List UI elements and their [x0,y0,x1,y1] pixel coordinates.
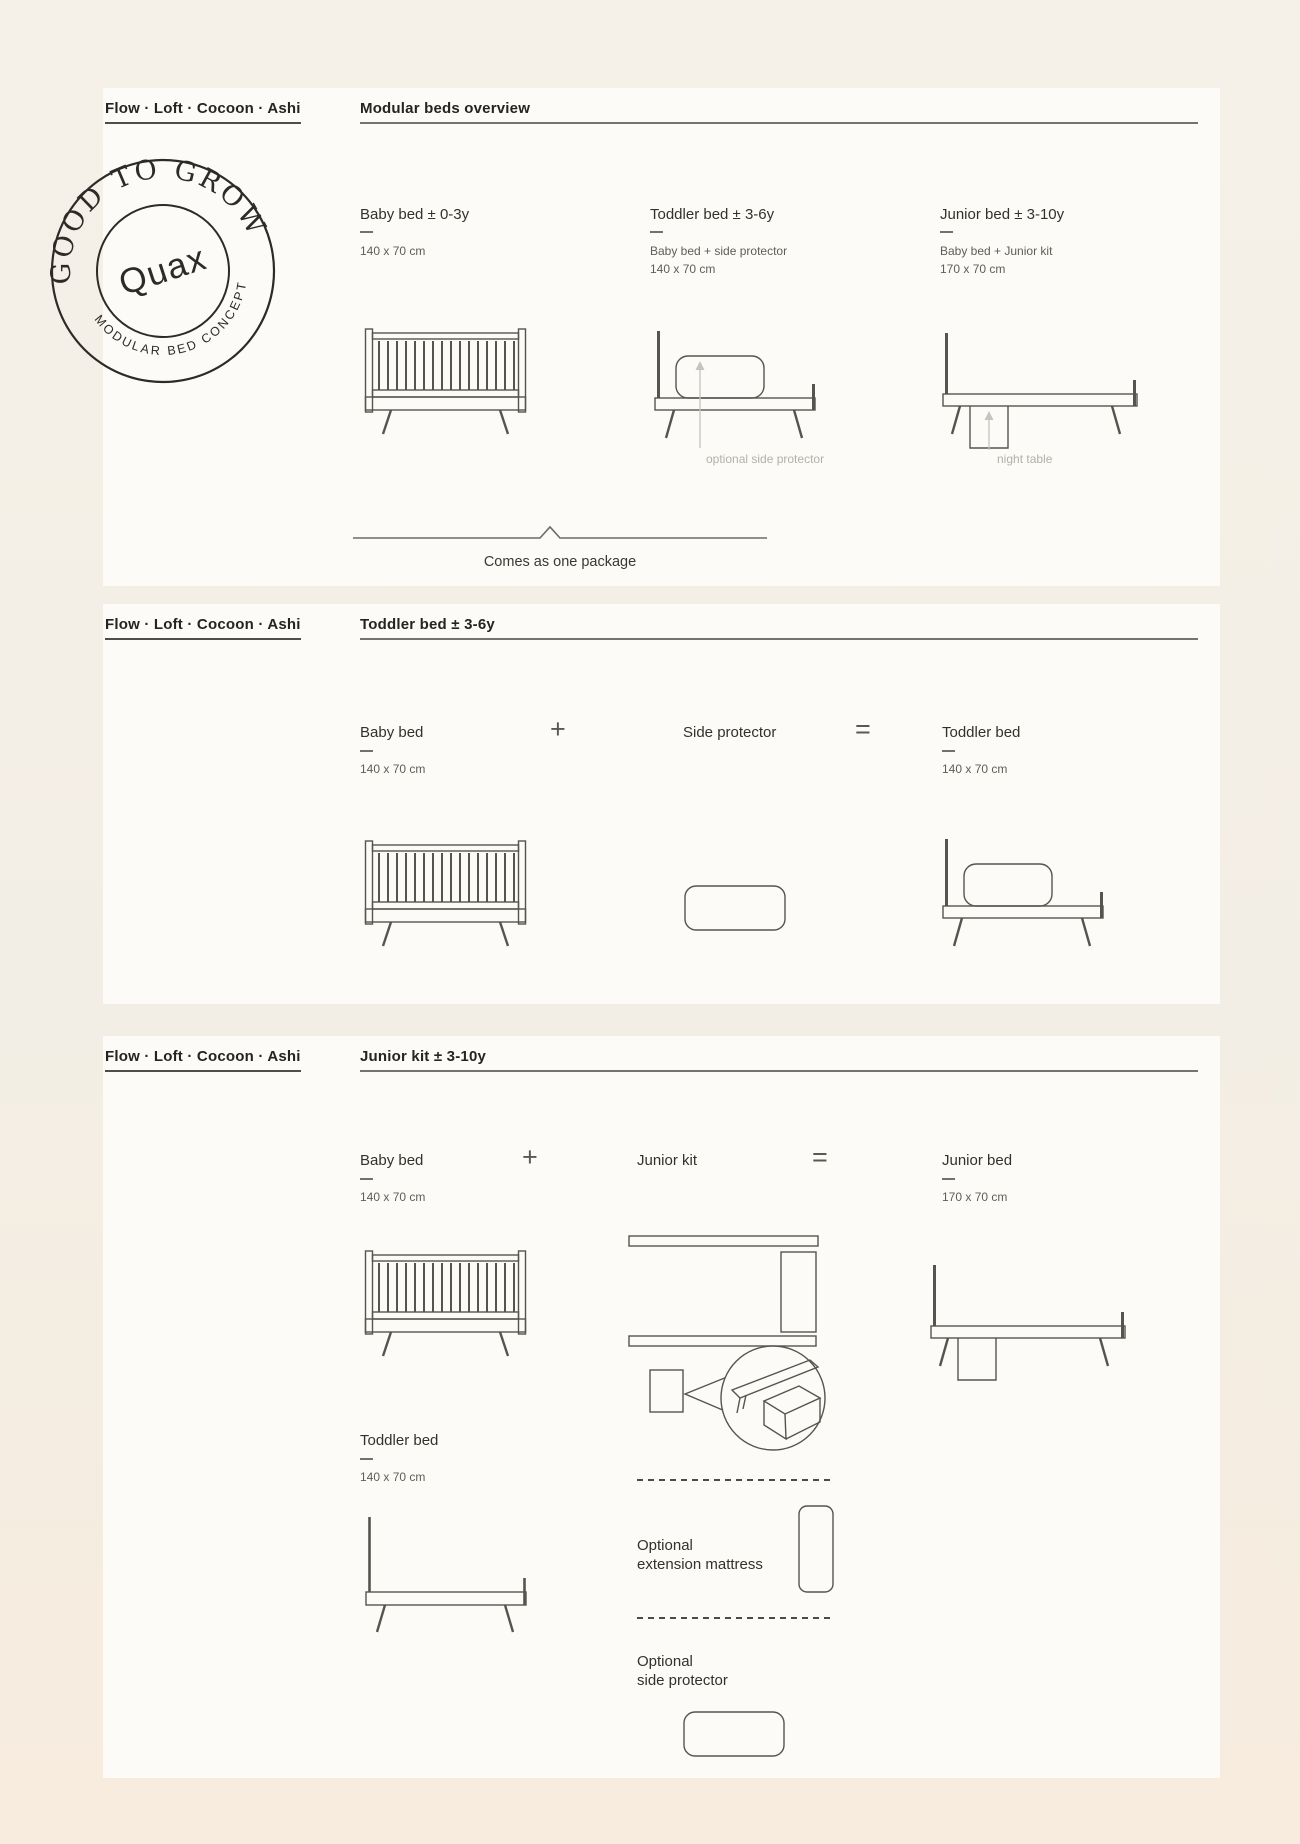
title-dash [360,1178,373,1180]
leader-arrow-up-icon [985,411,994,450]
leader-arrow-up-icon [696,361,705,448]
title-dash [360,1458,373,1460]
header-rule-left [105,638,301,640]
series-label: Flow · Loft · Cocoon · Ashi [105,1048,301,1065]
series-label: Flow · Loft · Cocoon · Ashi [105,100,301,117]
plus-operator: + [522,1142,538,1172]
column-junior-bed-formula: Baby bed + Junior kit [940,244,1053,258]
toddler-bed-drawing [940,836,1112,948]
title-dash [942,750,955,752]
stamp-arc-top-text: GOOD TO GROW [45,153,273,285]
extension-mattress-drawing [797,1504,835,1594]
side-protector-drawing [683,884,788,932]
equals-operator: = [812,1142,828,1172]
side-protector-drawing [682,1710,787,1758]
equals-operator: = [855,714,871,744]
optional-side-protector-label: Optional side protector [637,1653,728,1689]
junior-eq-kit-title: Junior kit [637,1152,698,1169]
plus-operator: + [550,714,566,744]
column-toddler-bed-size: 140 x 70 cm [650,262,716,276]
toddler-eq-baby-bed-size: 140 x 70 cm [360,762,426,776]
toddler-eq-result-size: 140 x 70 cm [942,762,1008,776]
junior-bed-drawing [940,330,1140,456]
title-dash [940,231,953,233]
section-toddler-panel [103,604,1220,1004]
column-baby-bed-size: 140 x 70 cm [360,244,426,258]
toddler-eq-baby-bed-title: Baby bed [360,724,424,741]
toddler-bed-frame-drawing [363,1514,535,1634]
title-dash [360,750,373,752]
toddler-eq-result-title: Toddler bed [942,724,1021,741]
svg-text:MODULAR BED CONCEPT [90,276,263,375]
junior-toddler-bed-title: Toddler bed [360,1432,439,1449]
dashed-separator [637,1478,833,1482]
junior-eq-baby-bed-title: Baby bed [360,1152,424,1169]
header-rule-left [105,122,301,124]
title-dash [942,1178,955,1180]
baby-bed-crib-drawing [363,326,528,436]
junior-kit-drawing [628,1228,843,1454]
header-rule-right [360,638,1198,640]
dashed-separator [637,1616,833,1620]
package-brace [353,525,767,541]
junior-eq-result-size: 170 x 70 cm [942,1190,1008,1204]
column-junior-bed-size: 170 x 70 cm [940,262,1006,276]
stamp-arc-bottom-text: MODULAR BED CONCEPT [91,279,250,359]
junior-eq-result-title: Junior bed [942,1152,1013,1169]
section-title-junior: Junior kit ± 3-10y [360,1048,487,1065]
header-rule-right [360,1070,1198,1072]
toddler-eq-side-protector-title: Side protector [683,724,777,741]
header-rule-right [360,122,1198,124]
junior-eq-baby-bed-size: 140 x 70 cm [360,1190,426,1204]
series-label: Flow · Loft · Cocoon · Ashi [105,616,301,633]
section-title-toddler: Toddler bed ± 3-6y [360,616,495,633]
annotation-night-table: night table [997,452,1053,466]
optional-extension-mattress-label: Optional extension mattress [637,1537,763,1573]
column-baby-bed-title: Baby bed ± 0-3y [360,206,470,223]
title-dash [650,231,663,233]
header-rule-left [105,1070,301,1072]
section-title-overview: Modular beds overview [360,100,531,117]
column-toddler-bed-formula: Baby bed + side protector [650,244,788,258]
baby-bed-crib-drawing [363,1248,528,1358]
stamp-center-text: Quax [114,238,212,303]
junior-bed-drawing [928,1262,1128,1384]
toddler-bed-drawing [652,328,824,462]
baby-bed-crib-drawing [363,838,528,948]
title-dash [360,231,373,233]
column-toddler-bed-title: Toddler bed ± 3-6y [650,206,775,223]
junior-toddler-bed-size: 140 x 70 cm [360,1470,426,1484]
section-junior-panel [103,1036,1220,1778]
column-junior-bed-title: Junior bed ± 3-10y [940,206,1065,223]
annotation-optional-side-protector: optional side protector [706,452,825,466]
package-note: Comes as one package [483,554,637,570]
